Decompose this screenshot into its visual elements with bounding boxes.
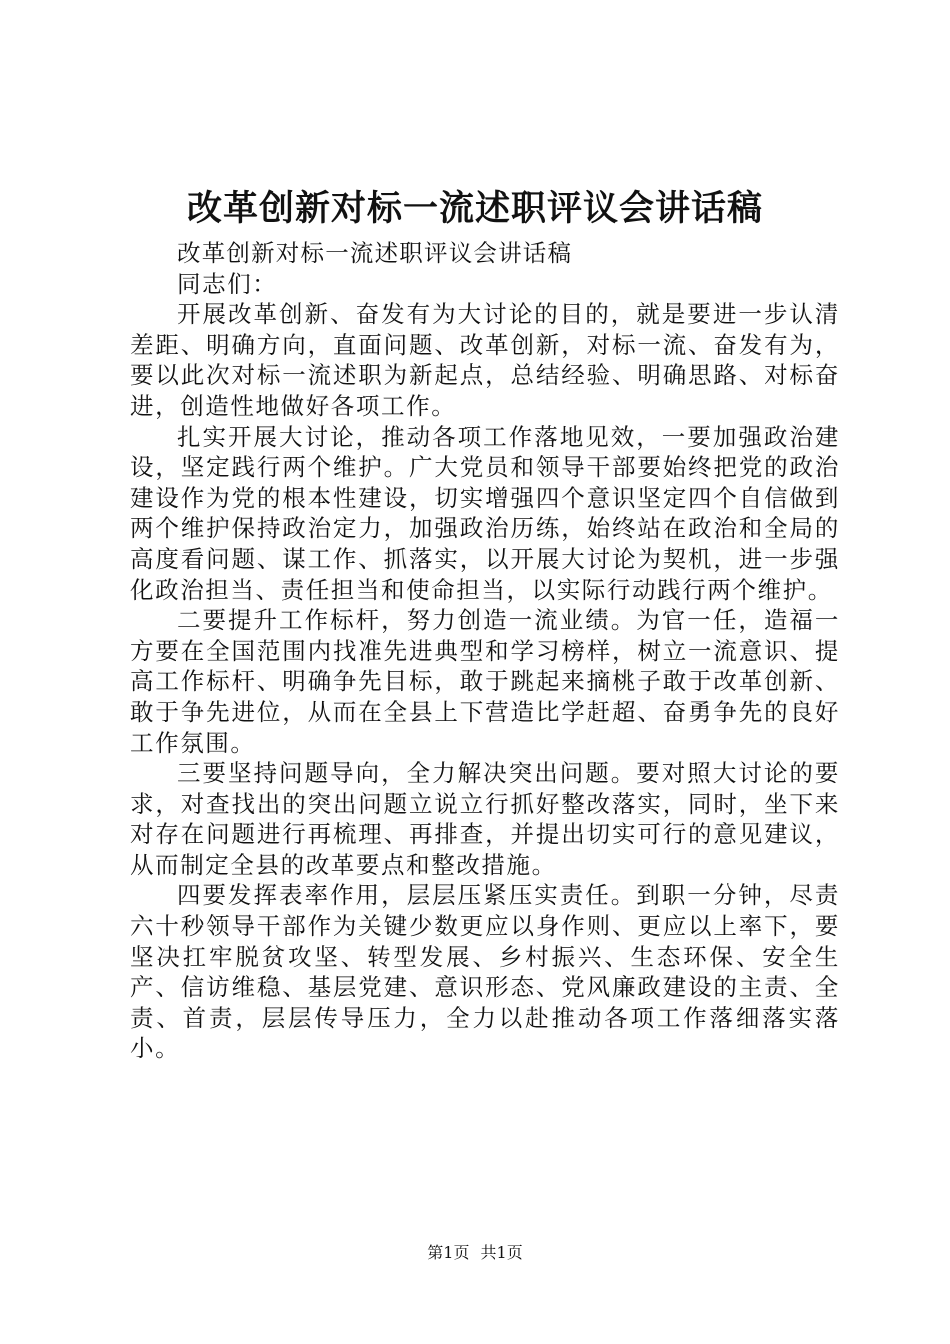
paragraph-problem-oriented: 三要坚持问题导向，全力解决突出问题。要对照大讨论的要求，对查找出的突出问题立说立行抓好整改落实，同时，坐下来对存在问题进行再梳理、再排查，并提出切实可行的意见建议，从而制定全县的改革要点和整改措施。 [130, 759, 840, 879]
page-total: 共1页 [480, 1243, 523, 1262]
paragraph-political-building: 扎实开展大讨论，推动各项工作落地见效，一要加强政治建设，坚定践行两个维护。广大党员和领导干部要始终把党的政治建设作为党的根本性建设，切实增强四个意识坚定四个自信做到两个维护保持政治定力，加强政治历练，始终站在政治和全局的高度看问题、谋工作、抓落实，以开展大讨论为契机，进一步强化政治担当、责任担当和使命担当，以实际行动践行两个维护。 [130, 422, 840, 604]
paragraph-work-benchmark: 二要提升工作标杆，努力创造一流业绩。为官一任，造福一方要在全国范围内找准先进典型和学习榜样，树立一流意识、提高工作标杆、明确争先目标，敢于跳起来摘桃子敢于改革创新、敢于争先进位，从而在全县上下营造比学赶超、奋勇争先的良好工作氛围。 [130, 606, 840, 757]
document-body [130, 238, 840, 1064]
paragraph-leading-role: 四要发挥表率作用，层层压紧压实责任。到职一分钟，尽责六十秒领导干部作为关键少数更应以身作则、更应以上率下，要坚决扛牢脱贫攻坚、转型发展、乡村振兴、生态环保、安全生产、信访维稳、基层党建、意识形态、党风廉政建设的主责、全责、首责，层层传导压力，全力以赴推动各项工作落细落实落小。 [130, 881, 840, 1063]
page-footer [0, 1242, 950, 1264]
document-subtitle: 改革创新对标一流述职评议会讲话稿 [177, 239, 573, 267]
paragraph-intro: 开展改革创新、奋发有为大讨论的目的，就是要进一步认清差距、明确方向，直面问题、改革创新，对标一流、奋发有为，要以此次对标一流述职为新起点，总结经验、明确思路、对标奋进，创造性地做好各项工作。 [130, 300, 840, 420]
greeting: 同志们： [177, 269, 278, 298]
page-number: 第1页 [427, 1243, 470, 1262]
document-title: 改革创新对标一流述职评议会讲话稿 [186, 188, 763, 229]
